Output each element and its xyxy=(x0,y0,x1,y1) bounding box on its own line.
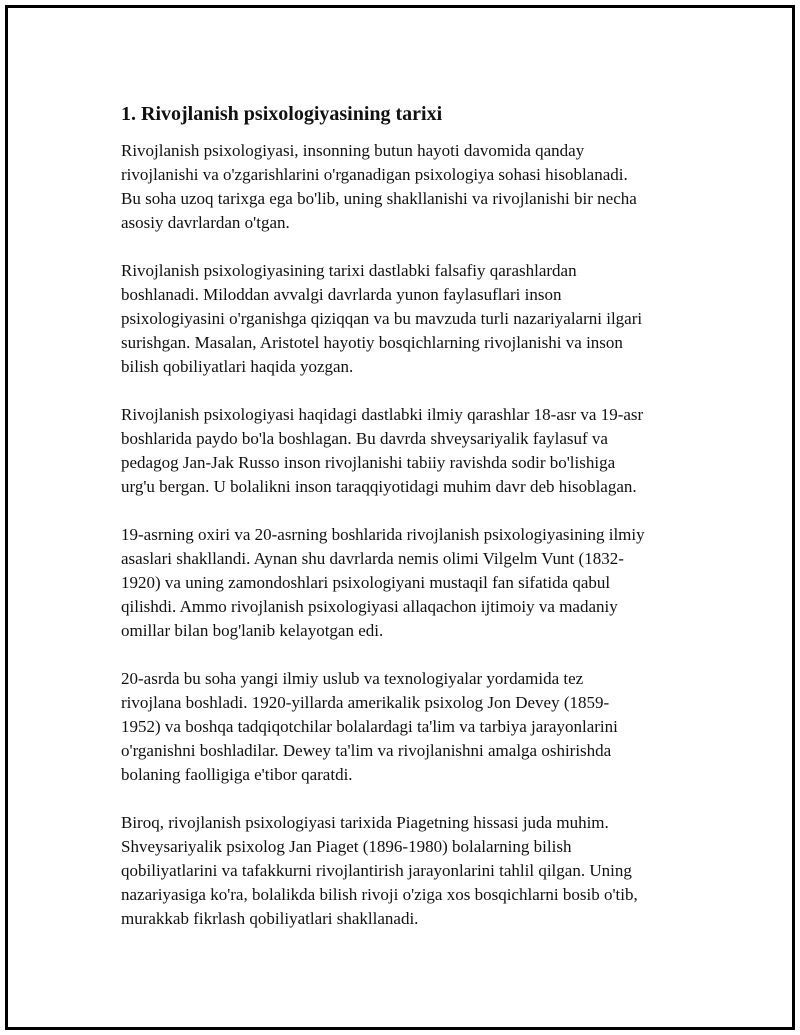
text-line: pedagog Jan-Jak Russo inson rivojlanishi tabiiy ravishda sodir bo'lishiga xyxy=(121,453,616,472)
text-line: 19-asrning oxiri va 20-asrning boshlarida rivojlanish psixologiyasining ilmiy xyxy=(121,525,645,544)
text-line: asaslari shakllandi. Aynan shu davrlarda nemis olimi Vilgelm Vunt (1832- xyxy=(121,549,624,568)
text-line: o'rganishni boshladilar. Dewey ta'lim va rivojlanishni amalga oshirishda xyxy=(121,741,612,760)
text-line: bilish qobiliyatlari haqida yozgan. xyxy=(121,357,354,376)
paragraph-1 xyxy=(121,139,701,235)
text-line: omillar bilan bog'lanib kelayotgan edi. xyxy=(121,621,384,640)
text-line: bolaning faolligiga e'tibor qaratdi. xyxy=(121,765,353,784)
text-line: Shveysariyalik psixolog Jan Piaget (1896-1980) bolalarning bilish xyxy=(121,837,572,856)
text-line: boshlarida paydo bo'la boshlagan. Bu davrda shveysariyalik faylasuf va xyxy=(121,429,608,448)
text-line: nazariyasiga ko'ra, bolalikda bilish rivoji o'ziga xos bosqichlarni bosib o'tib, xyxy=(121,885,638,904)
text-line: Rivojlanish psixologiyasi, insonning butun hayoti davomida qanday xyxy=(121,141,585,160)
text-line: boshlanadi. Miloddan avvalgi davrlarda yunon faylasuflari inson xyxy=(121,285,562,304)
document-content xyxy=(121,100,701,955)
text-line: Biroq, rivojlanish psixologiyasi tarixida Piagetning hissasi juda muhim. xyxy=(121,813,609,832)
text-line: psixologiyasini o'rganishga qiziqqan va bu mavzuda turli nazariyalarni ilgari xyxy=(121,309,643,328)
text-line: 1952) va boshqa tadqiqotchilar bolalardagi ta'lim va tarbiya jarayonlarini xyxy=(121,717,618,736)
text-line: 1920) va uning zamondoshlari psixologiyani mustaqil fan sifatida qabul xyxy=(121,573,611,592)
paragraph-4 xyxy=(121,523,701,643)
text-line: Rivojlanish psixologiyasi haqidagi dastlabki ilmiy qarashlar 18-asr va 19-asr xyxy=(121,405,644,424)
text-line: Bu soha uzoq tarixga ega bo'lib, uning shakllanishi va rivojlanishi bir necha xyxy=(121,189,637,208)
text-line: asosiy davrlardan o'tgan. xyxy=(121,213,290,232)
text-line: qilishdi. Ammo rivojlanish psixologiyasi allaqachon ijtimoiy va madaniy xyxy=(121,597,618,616)
text-line: urg'u bergan. U bolalikni inson taraqqiyotidagi muhim davr deb hisoblagan. xyxy=(121,477,637,496)
text-line: murakkab fikrlash qobiliyatlari shakllanadi. xyxy=(121,909,419,928)
paragraph-5 xyxy=(121,667,701,787)
text-line: rivojlana boshladi. 1920-yillarda amerikalik psixolog Jon Devey (1859- xyxy=(121,693,610,712)
paragraph-2 xyxy=(121,259,701,379)
text-line: 20-asrda bu soha yangi ilmiy uslub va texnologiyalar yordamida tez xyxy=(121,669,584,688)
text-line: rivojlanishi va o'zgarishlarini o'rganadigan psixologiya sohasi hisoblanadi. xyxy=(121,165,628,184)
section-heading: 1. Rivojlanish psixologiyasining tarixi xyxy=(121,103,443,125)
text-line: Rivojlanish psixologiyasining tarixi dastlabki falsafiy qarashlardan xyxy=(121,261,577,280)
page-frame xyxy=(5,5,795,1030)
text-line: surishgan. Masalan, Aristotel hayotiy bosqichlarning rivojlanishi va inson xyxy=(121,333,623,352)
paragraph-3 xyxy=(121,403,701,499)
paragraph-6 xyxy=(121,811,701,931)
text-line: qobiliyatlarini va tafakkurni rivojlantirish jarayonlarini tahlil qilgan. Uning xyxy=(121,861,632,880)
